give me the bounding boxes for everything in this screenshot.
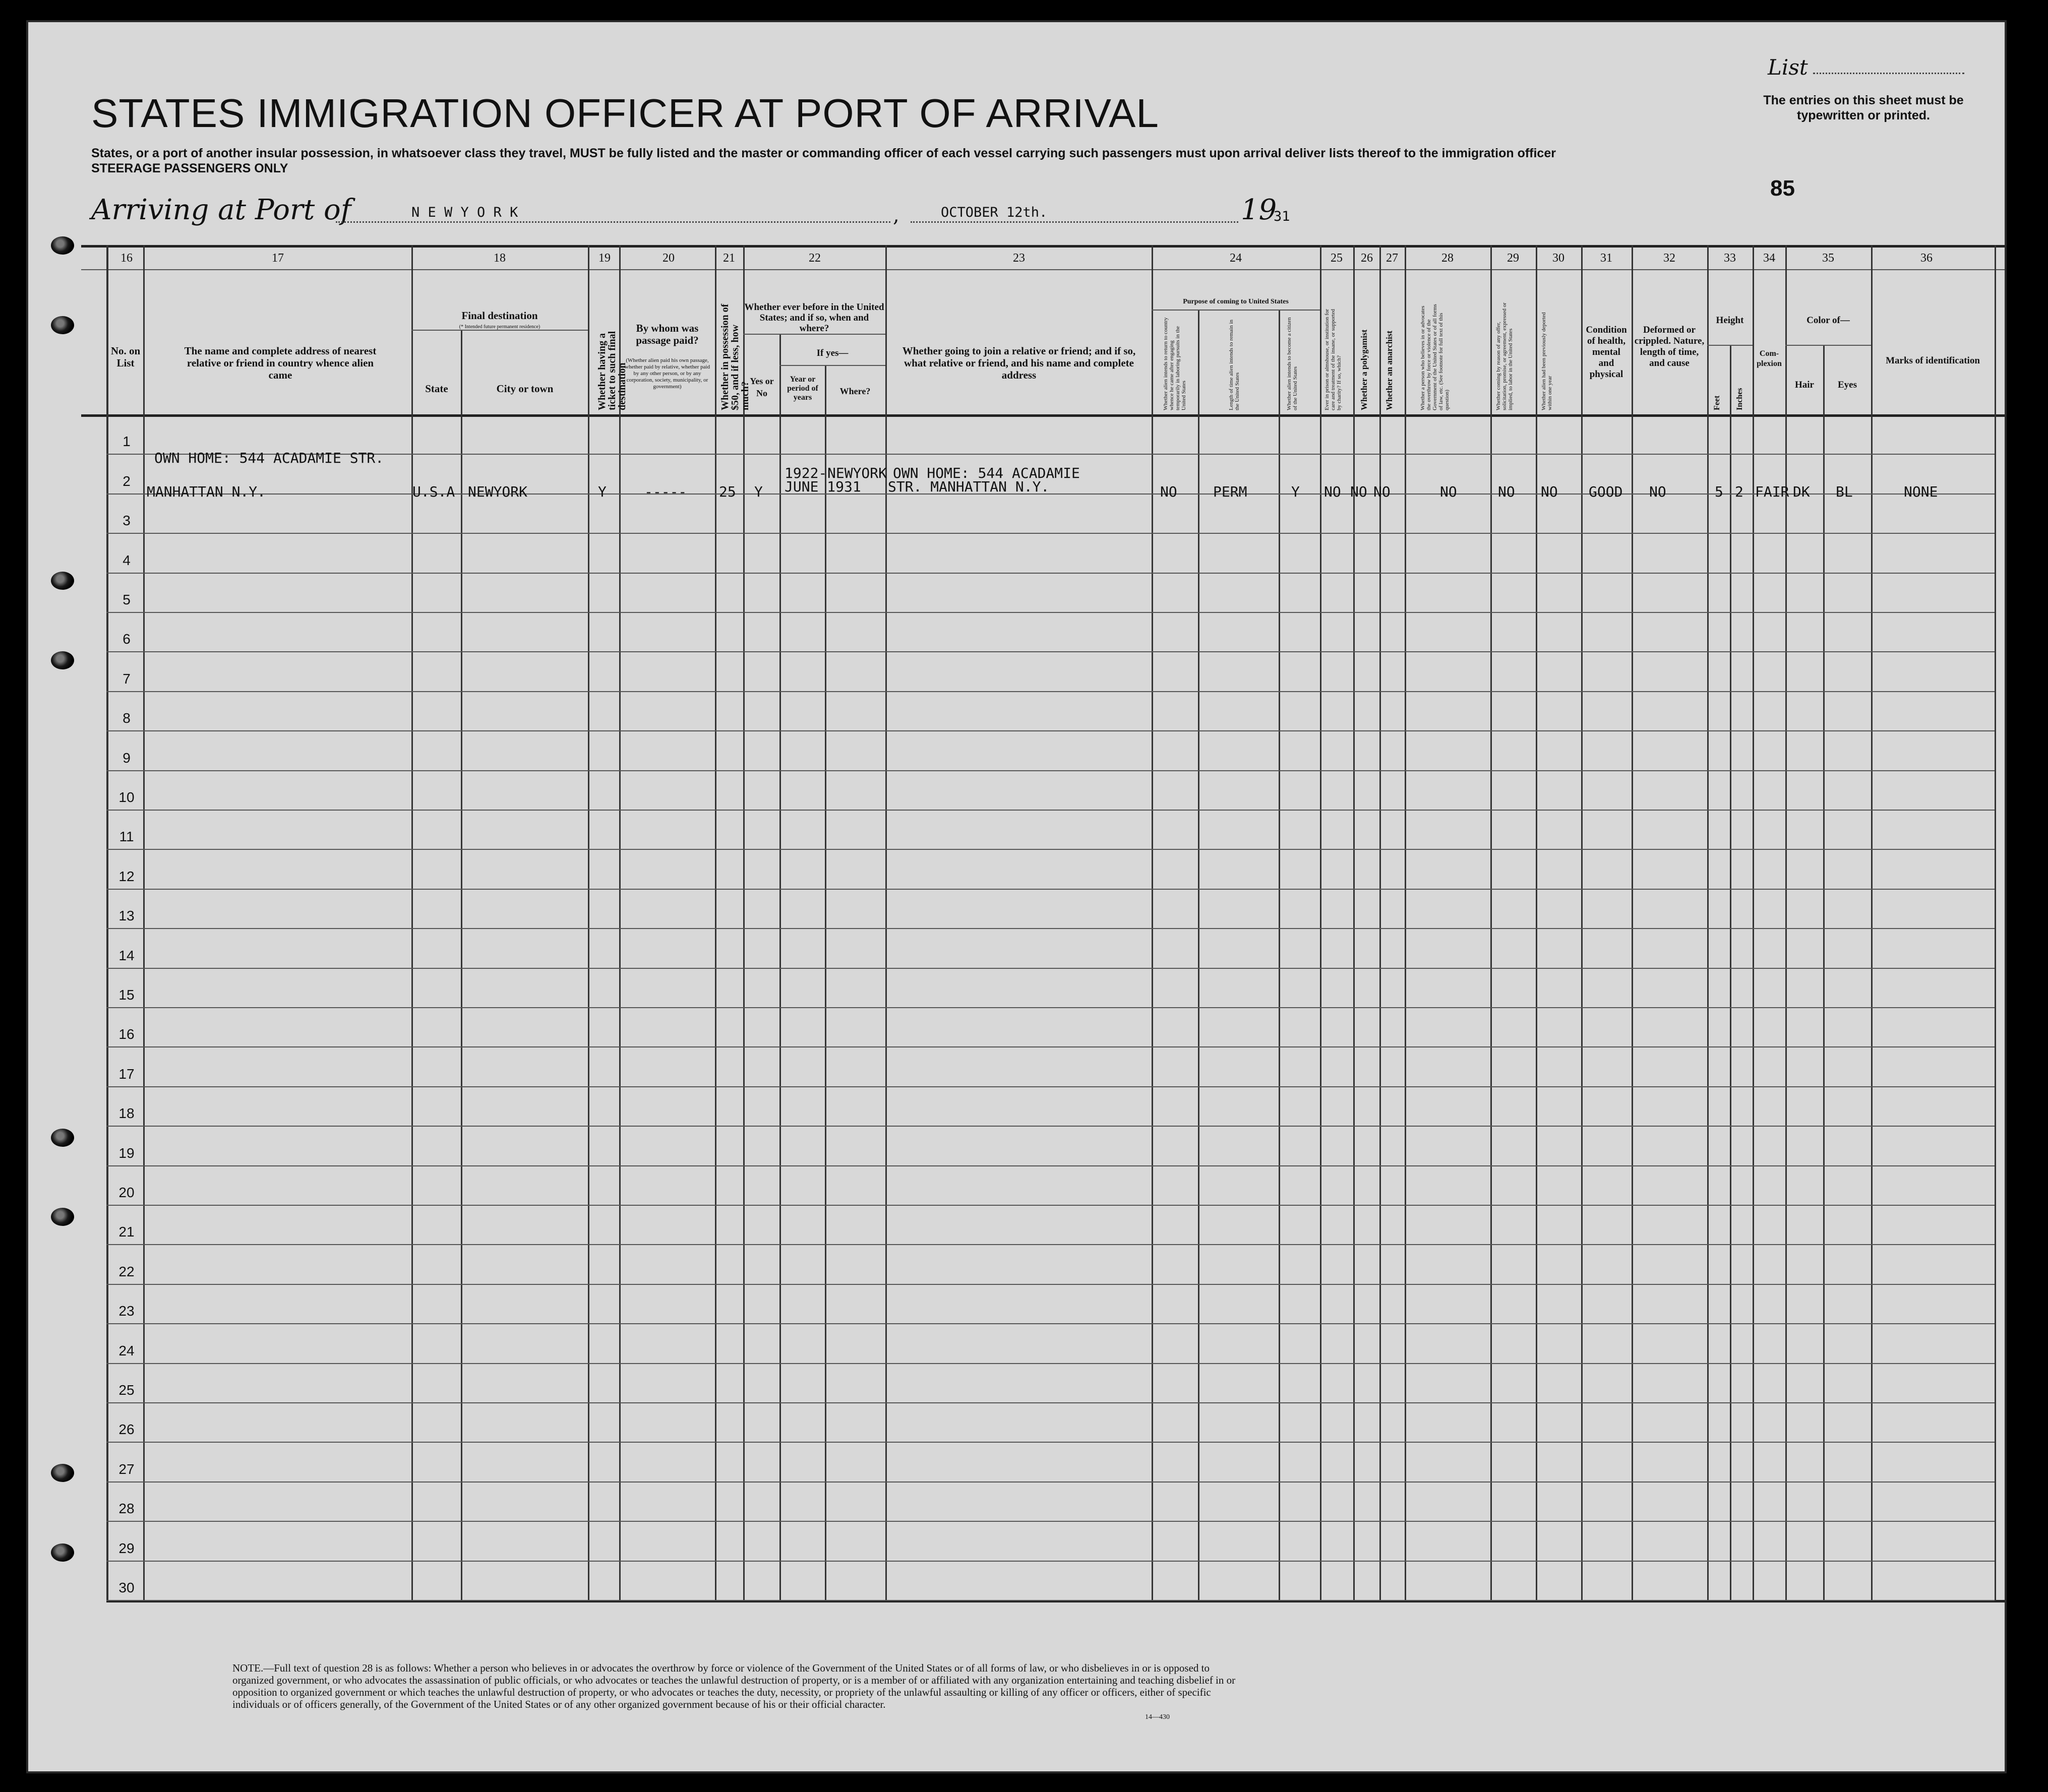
subtitle-line-2: STEERAGE PASSENGERS ONLY bbox=[91, 161, 288, 175]
port-line bbox=[336, 221, 890, 223]
row-number: 10 bbox=[118, 789, 135, 805]
subtitle-line-1: States, or a port of another insular possession, in whatsoever class they travel, MUST be fully listed and the master or commanding officer of each vessel carrying such passengers must upon arrival deliver lists thereof to the immigration officer bbox=[91, 146, 1556, 160]
row-number: 27 bbox=[118, 1461, 135, 1477]
entry-return: NO bbox=[1160, 483, 1177, 500]
row-number: 5 bbox=[123, 592, 131, 607]
col-divider bbox=[1995, 245, 1996, 1601]
col-divider bbox=[1152, 245, 1153, 1601]
entry-where: NEWYORK bbox=[827, 465, 887, 481]
row-line bbox=[106, 651, 1995, 652]
colnum-24: 24 bbox=[1230, 252, 1242, 265]
entry-ticket: Y bbox=[598, 483, 607, 500]
row-line bbox=[106, 612, 1995, 613]
entry-length: PERM bbox=[1213, 483, 1247, 500]
header-eyes: Eyes bbox=[1838, 380, 1857, 390]
colnum-16: 16 bbox=[121, 252, 133, 265]
entry-complexion: FAIR bbox=[1755, 483, 1789, 500]
date-line bbox=[911, 221, 1238, 223]
row-line bbox=[106, 454, 1995, 455]
entry-year-line-2: JUNE 1931 bbox=[785, 478, 861, 495]
entry-inches: 2 bbox=[1735, 483, 1743, 500]
row-number: 12 bbox=[118, 868, 135, 884]
row-line bbox=[106, 1046, 1995, 1047]
entry-anarchist: NO bbox=[1373, 483, 1391, 500]
row-line bbox=[106, 493, 1995, 495]
entry-citizen: Y bbox=[1291, 483, 1300, 500]
header-where: Where? bbox=[839, 386, 871, 396]
header-city: City or town bbox=[496, 383, 554, 395]
header-prison: Ever in prison or almshouse, or institution for care and treatment of the insane, or supported by charity? If so, which? bbox=[1324, 308, 1342, 410]
col-divider bbox=[1198, 310, 1199, 1601]
header-no-on-list: No. on List bbox=[110, 345, 141, 369]
form-subtitle bbox=[91, 146, 1556, 176]
colnum-23: 23 bbox=[1013, 252, 1025, 265]
entry-polygamist: NO bbox=[1350, 483, 1367, 500]
header-hair: Hair bbox=[1795, 380, 1814, 390]
entry-city: NEWYORK bbox=[468, 483, 528, 500]
manifest-sheet bbox=[26, 20, 2007, 1773]
year-suffix: 31 bbox=[1274, 209, 1290, 224]
colnum-17: 17 bbox=[272, 252, 284, 265]
page-number: 85 bbox=[1770, 176, 1795, 201]
punch-hole bbox=[51, 1129, 74, 1147]
header-purpose-length: Length of time alien intends to remain in the United States bbox=[1228, 320, 1240, 410]
col-divider bbox=[885, 245, 887, 1601]
row-line bbox=[106, 849, 1995, 850]
colnum-21: 21 bbox=[723, 252, 735, 265]
header-final-destination-note: (* Intended future permanent residence) bbox=[459, 324, 540, 330]
comma-1: , bbox=[893, 204, 899, 227]
row-number: 22 bbox=[118, 1263, 135, 1279]
row-number: 16 bbox=[118, 1026, 135, 1042]
subheader-divider bbox=[743, 334, 885, 335]
row-line bbox=[106, 1521, 1995, 1522]
row-line bbox=[106, 1126, 1995, 1127]
colnum-28: 28 bbox=[1441, 252, 1454, 265]
row-line bbox=[106, 691, 1995, 692]
entry-join-line-1: OWN HOME: 544 ACADAMIE bbox=[893, 465, 1080, 481]
header-purpose-citizen: Whether alien intends to become a citizen of the United States bbox=[1286, 317, 1298, 410]
col-divider bbox=[743, 245, 745, 1601]
row-number: 2 bbox=[123, 473, 131, 489]
arriving-line bbox=[91, 194, 351, 226]
entry-deported: NO bbox=[1541, 483, 1558, 500]
col-divider bbox=[1279, 310, 1280, 1601]
row-number: 15 bbox=[118, 987, 135, 1003]
entry-deformed: NO bbox=[1649, 483, 1666, 500]
row-number: 29 bbox=[118, 1540, 135, 1556]
row-number: 19 bbox=[118, 1145, 135, 1161]
entry-prison: NO bbox=[1324, 483, 1341, 500]
row-line bbox=[106, 1205, 1995, 1206]
colnum-34: 34 bbox=[1763, 252, 1775, 265]
colnum-33: 33 bbox=[1724, 252, 1736, 265]
row-line bbox=[106, 1363, 1995, 1364]
row-number: 14 bbox=[118, 947, 135, 963]
row-number: 11 bbox=[119, 829, 134, 845]
row-number: 30 bbox=[118, 1580, 135, 1595]
col-divider bbox=[1753, 245, 1754, 1601]
header-coming-offer: Whether coming by reason of any offer, solicitation, promise, or agreement, expressed or implied, to labor in the United States bbox=[1495, 302, 1514, 410]
header-ticket: Whether having a ticket to such final destination bbox=[596, 331, 628, 410]
row-number: 1 bbox=[123, 434, 131, 450]
header-if-yes: If yes— bbox=[816, 348, 849, 358]
subheader-divider bbox=[779, 365, 885, 366]
header-bottom-border bbox=[81, 414, 2005, 417]
header-complexion: Com-plexion bbox=[1757, 349, 1782, 368]
row-line bbox=[106, 1481, 1995, 1482]
row-line bbox=[106, 573, 1995, 574]
row-number: 25 bbox=[118, 1382, 135, 1398]
row-line bbox=[106, 1402, 1995, 1403]
header-state: State bbox=[425, 383, 448, 395]
col-divider bbox=[1379, 245, 1381, 1601]
subheader-divider bbox=[1785, 345, 1871, 346]
typewritten-instructions: The entries on this sheet must be typewritten or printed. bbox=[1763, 93, 1964, 122]
row-line bbox=[106, 1007, 1995, 1008]
punch-hole bbox=[51, 236, 74, 255]
header-passage-note: (Whether alien paid his own passage, whether paid by relative, whether paid by any other person, or by any corporation, society, municipality, or government) bbox=[624, 357, 710, 390]
row-line bbox=[106, 1600, 1995, 1601]
table-left-border bbox=[106, 245, 108, 1601]
header-inches: Inches bbox=[1735, 388, 1744, 410]
row-line bbox=[106, 1284, 1995, 1285]
entry-hair: DK bbox=[1793, 483, 1810, 500]
row-number: 8 bbox=[123, 710, 131, 726]
colnum-32: 32 bbox=[1663, 252, 1675, 265]
entry-ever-before: Y bbox=[754, 483, 763, 500]
header-deformed: Deformed or crippled. Nature, length of time, and cause bbox=[1634, 325, 1705, 368]
punch-hole bbox=[51, 572, 74, 590]
row-number: 26 bbox=[118, 1422, 135, 1438]
header-purpose-return: Whether alien intends to return to country whence he came after engaging temporarily in laboring pursuits in the United States bbox=[1163, 317, 1187, 410]
row-line bbox=[106, 1561, 1995, 1562]
row-line bbox=[106, 1244, 1995, 1245]
punch-hole bbox=[51, 651, 74, 669]
table-top-border bbox=[81, 245, 2005, 248]
col-divider bbox=[715, 245, 716, 1601]
col-divider bbox=[619, 245, 621, 1601]
col-divider bbox=[1536, 245, 1537, 1601]
entry-year-line-1: 1922- bbox=[785, 465, 827, 481]
col-divider bbox=[1320, 245, 1321, 1601]
entry-state: U.S.A bbox=[412, 483, 455, 500]
header-condition: Condition of health, mental and physical bbox=[1586, 325, 1627, 380]
col-divider bbox=[825, 365, 826, 1601]
punch-hole bbox=[51, 1543, 74, 1562]
row-line bbox=[106, 1442, 1995, 1443]
row-number: 13 bbox=[118, 908, 135, 924]
header-feet: Feet bbox=[1713, 395, 1721, 410]
list-label: List bbox=[1768, 55, 1808, 80]
entry-offer: NO bbox=[1498, 483, 1515, 500]
header-final-destination: Final destination bbox=[461, 310, 538, 322]
colnum-30: 30 bbox=[1552, 252, 1564, 265]
col-divider bbox=[1785, 245, 1787, 1601]
header-anarchist: Whether an anarchist bbox=[1384, 330, 1394, 410]
row-line bbox=[106, 533, 1995, 534]
header-passage-by: By whom was passage paid? bbox=[636, 322, 699, 346]
header-deported: Whether alien had been previously deported within one year bbox=[1541, 312, 1553, 410]
header-join-relative: Whether going to join a relative or friend; and if so, what relative or friend, and his name and complete address bbox=[902, 345, 1136, 381]
row-line bbox=[106, 730, 1995, 731]
year-prefix: 19 bbox=[1241, 194, 1277, 226]
punch-hole bbox=[51, 1208, 74, 1226]
header-yes-or-no: Yes or No bbox=[750, 376, 774, 398]
colnum-26: 26 bbox=[1361, 252, 1373, 265]
col-divider bbox=[588, 245, 589, 1601]
header-year-period: Year or period of years bbox=[787, 375, 818, 402]
entry-passage: ----- bbox=[644, 483, 687, 500]
entry-relative-line-1: OWN HOME: 544 ACADAMIE STR. bbox=[154, 450, 384, 466]
header-marks: Marks of identification bbox=[1886, 355, 1980, 366]
col-divider bbox=[461, 330, 462, 1601]
row-number: 17 bbox=[118, 1066, 135, 1082]
row-number: 23 bbox=[118, 1303, 135, 1319]
entry-possession: 25 bbox=[719, 483, 736, 500]
header-height: Height bbox=[1716, 315, 1744, 326]
entry-join-line-2: STR. MANHATTAN N.Y. bbox=[888, 478, 1050, 495]
port-value: N E W Y O R K bbox=[411, 205, 518, 220]
header-polygamist: Whether a polygamist bbox=[1359, 329, 1369, 410]
header-color-of: Color of— bbox=[1806, 315, 1850, 326]
row-number: 20 bbox=[118, 1185, 135, 1200]
entry-eyes: BL bbox=[1836, 483, 1853, 500]
col-divider bbox=[1490, 245, 1492, 1601]
footnote: NOTE.—Full text of question 28 is as follows: Whether a person who believes in or advocates the overthrow by force or violence of the Government of the United States or of all forms of law, or who disbelieves in or is opposed to organized government, or who advocates the assassination of public officials, or who advocates or teaches the unlawful destruction of property, or is a member of or affiliated with any organization entertaining and teaching disbelief in or opposition to organized government or which teaches the unlawful destruction of property, or who advocates or teaches the duty, necessity, or propriety of the unlawful assaulting or killing of any officer or officers, either of specific individuals or of officers generally, of the Government of the United States or of any other organized government because of his or their official character. bbox=[232, 1662, 1236, 1710]
subheader-divider bbox=[1707, 345, 1753, 346]
col-divider bbox=[1405, 245, 1406, 1601]
row-line bbox=[106, 770, 1995, 771]
row-number: 21 bbox=[118, 1224, 135, 1240]
colnum-20: 20 bbox=[662, 252, 675, 265]
header-purpose: Purpose of coming to United States bbox=[1183, 298, 1289, 305]
colnum-36: 36 bbox=[1920, 252, 1933, 265]
row-line bbox=[106, 1086, 1995, 1087]
row-line bbox=[106, 1165, 1995, 1166]
row-line bbox=[106, 810, 1995, 811]
header-ever-before: Whether ever before in the United States; and if so, when and where? bbox=[744, 302, 884, 334]
col-divider bbox=[1353, 245, 1355, 1601]
colnum-row-border bbox=[81, 269, 2005, 270]
col-divider bbox=[1581, 245, 1583, 1601]
row-line bbox=[106, 968, 1995, 969]
row-number: 7 bbox=[123, 670, 131, 687]
row-line bbox=[106, 1323, 1995, 1324]
row-number: 3 bbox=[123, 513, 131, 529]
arriving-label: Arriving at Port of bbox=[91, 194, 351, 226]
colnum-31: 31 bbox=[1600, 252, 1612, 265]
col-divider bbox=[1871, 245, 1873, 1601]
row-number: 9 bbox=[123, 750, 131, 766]
date-value: OCTOBER 12th. bbox=[941, 205, 1048, 220]
entry-condition: GOOD bbox=[1589, 483, 1623, 500]
form-number: 14—430 bbox=[1145, 1713, 1170, 1721]
entry-marks: NONE bbox=[1904, 483, 1938, 500]
colnum-25: 25 bbox=[1331, 252, 1343, 265]
col-divider bbox=[411, 245, 413, 1601]
header-overthrow: Whether a person who believes in or advocates the overthrow by force or violence of the Government of the United States or of all forms of law, etc. (See footnote for full text of this question) bbox=[1420, 304, 1450, 410]
form-title: STATES IMMIGRATION OFFICER AT PORT OF ARRIVAL bbox=[91, 91, 1159, 136]
colnum-19: 19 bbox=[598, 252, 611, 265]
colnum-18: 18 bbox=[494, 252, 506, 265]
punch-hole bbox=[51, 1464, 74, 1482]
row-number: 24 bbox=[118, 1342, 135, 1358]
col-divider bbox=[1707, 245, 1709, 1601]
colnum-27: 27 bbox=[1386, 252, 1398, 265]
row-number: 4 bbox=[123, 552, 131, 568]
entry-relative-line-2: MANHATTAN N.Y. bbox=[147, 483, 266, 500]
colnum-29: 29 bbox=[1507, 252, 1519, 265]
row-line bbox=[106, 928, 1995, 929]
entry-feet: 5 bbox=[1715, 483, 1723, 500]
list-number-line bbox=[1813, 73, 1964, 74]
colnum-35: 35 bbox=[1822, 252, 1834, 265]
entry-overthrow: NO bbox=[1440, 483, 1457, 500]
punch-hole bbox=[51, 316, 74, 334]
row-line bbox=[106, 889, 1995, 890]
col-divider bbox=[1632, 245, 1633, 1601]
row-number: 28 bbox=[118, 1501, 135, 1517]
subheader-divider bbox=[1152, 310, 1320, 311]
header-relative: The name and complete address of nearest relative or friend in country whence alien came bbox=[184, 345, 377, 381]
row-number: 18 bbox=[118, 1105, 135, 1122]
colnum-22: 22 bbox=[809, 252, 821, 265]
row-number: 6 bbox=[123, 631, 131, 647]
header-possession: Whether in possession of $50, and if less, how much? bbox=[719, 303, 751, 410]
